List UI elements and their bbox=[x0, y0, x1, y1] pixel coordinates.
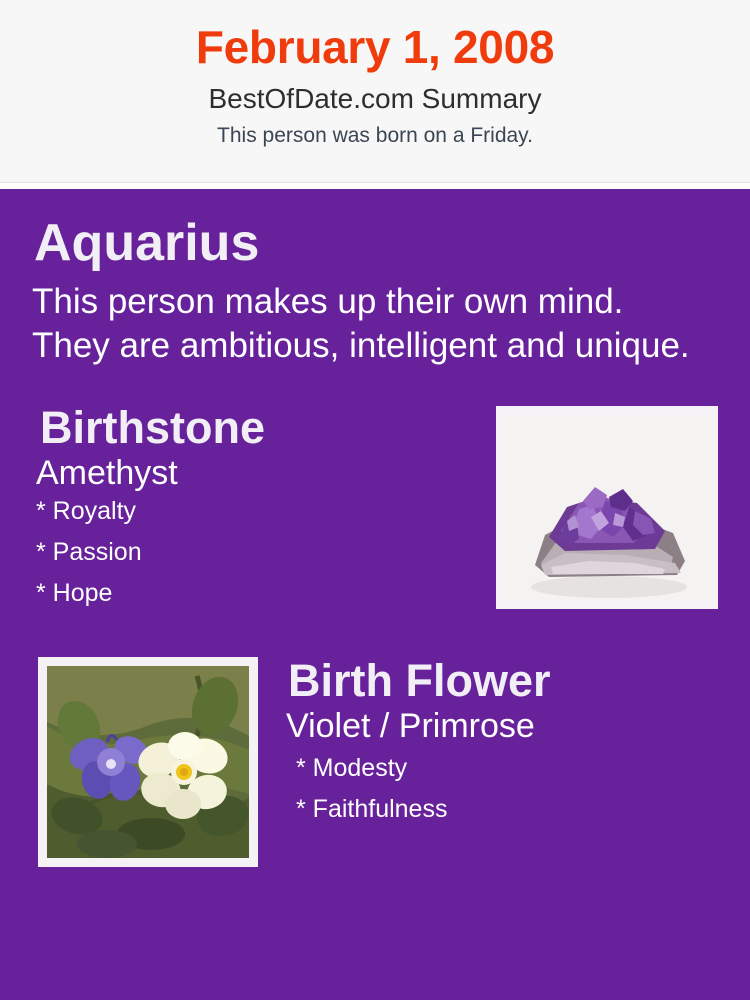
birthflower-text bbox=[282, 657, 718, 821]
amethyst-crystal-cluster-photo bbox=[505, 415, 709, 600]
birthstone-title: Birthstone bbox=[40, 402, 265, 454]
card-body bbox=[0, 189, 750, 1000]
header-divider bbox=[0, 182, 750, 189]
birthflower-photo-frame bbox=[38, 657, 258, 867]
violet-and-primrose-flowers-photo bbox=[47, 666, 249, 858]
site-summary-label: BestOfDate.com Summary bbox=[208, 82, 542, 114]
card-header bbox=[0, 0, 750, 182]
birthstone-section bbox=[32, 404, 718, 629]
page-title: February 1, 2008 bbox=[195, 21, 555, 73]
birthflower-name: Violet / Primrose bbox=[286, 707, 535, 746]
birth-day-note: This person was born on a Friday. bbox=[217, 124, 533, 148]
zodiac-sign-title: Aquarius bbox=[34, 214, 260, 272]
birthflower-trait: * Modesty bbox=[296, 753, 408, 782]
birthflower-section bbox=[32, 657, 718, 877]
birthstone-trait: * Royalty bbox=[36, 496, 137, 525]
birthflower-title: Birth Flower bbox=[288, 655, 551, 707]
zodiac-description: This person makes up their own mind. They are ambitious, intelligent and unique. bbox=[32, 282, 690, 366]
birthstone-trait: * Hope bbox=[36, 578, 113, 607]
birthflower-trait: * Faithfulness bbox=[296, 794, 448, 823]
birthstone-trait: * Passion bbox=[36, 537, 142, 566]
birthstone-name: Amethyst bbox=[36, 454, 178, 493]
birthstone-photo-frame bbox=[496, 406, 718, 609]
birthstone-text bbox=[32, 404, 472, 605]
